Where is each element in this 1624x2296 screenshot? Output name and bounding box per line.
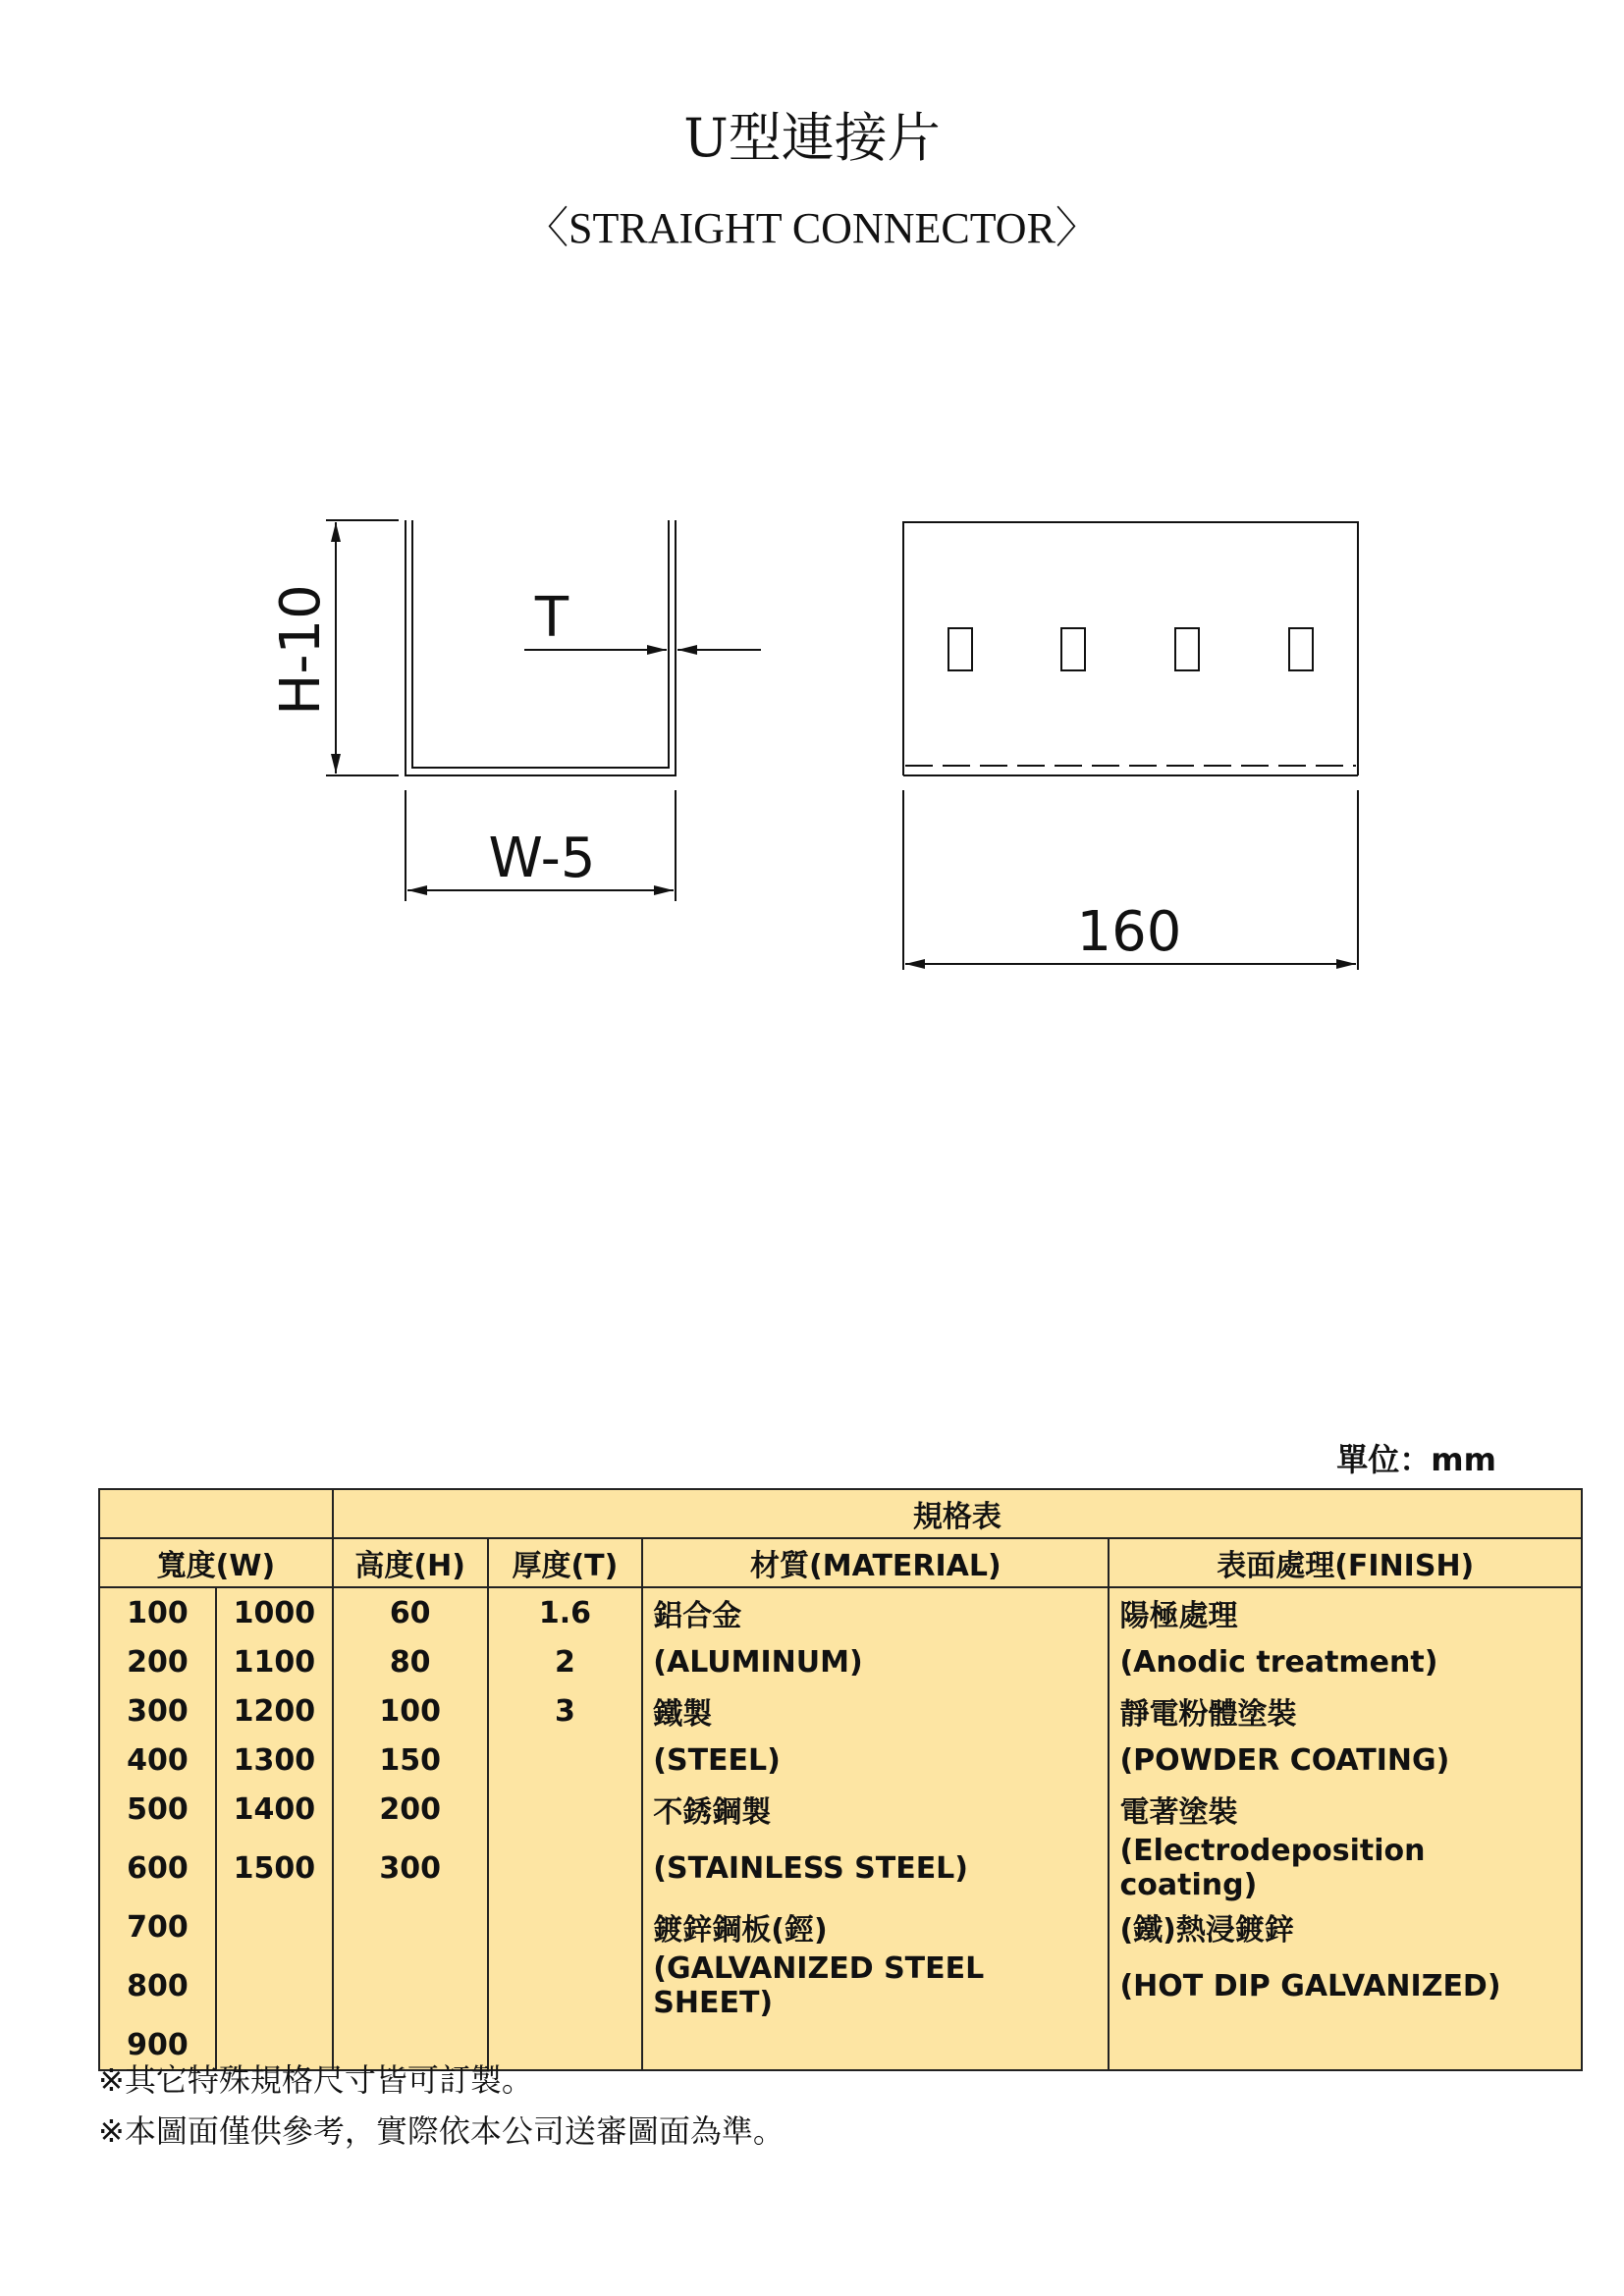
- cell-width-b: [216, 1951, 333, 2020]
- cell-thickness: 1.6: [488, 1587, 643, 1637]
- height-dimension-label: H-10: [269, 584, 333, 716]
- cell-finish: 電著塗裝: [1109, 1785, 1582, 1834]
- cell-width-a: 100: [99, 1587, 216, 1637]
- cell-width-b: 1000: [216, 1587, 333, 1637]
- cell-material: 鋁合金: [642, 1587, 1109, 1637]
- cell-height: 100: [333, 1686, 488, 1735]
- cell-height: 80: [333, 1637, 488, 1686]
- spec-table-header-row: [99, 1538, 1582, 1587]
- cell-finish: [1109, 2020, 1582, 2070]
- cell-width-b: 1500: [216, 1834, 333, 1902]
- table-row: [99, 1902, 1582, 1951]
- cell-width-a: 600: [99, 1834, 216, 1902]
- header-material: 材質(MATERIAL): [642, 1538, 1109, 1587]
- table-row: [99, 1637, 1582, 1686]
- note-custom-specs: ※其它特殊規格尺寸皆可訂製。: [98, 2061, 533, 2099]
- table-row: [99, 1951, 1582, 2020]
- cell-thickness: 2: [488, 1637, 643, 1686]
- cell-thickness: [488, 1902, 643, 1951]
- width-dimension-label: W-5: [488, 827, 596, 890]
- cell-finish: 靜電粉體塗裝: [1109, 1686, 1582, 1735]
- page-title: U型連接片: [683, 107, 941, 169]
- height-dimension: [326, 520, 399, 775]
- cell-material: (STAINLESS STEEL): [642, 1834, 1109, 1902]
- cell-material: (STEEL): [642, 1735, 1109, 1785]
- thickness-dimension-label: T: [534, 586, 569, 650]
- cell-finish: (POWDER COATING): [1109, 1735, 1582, 1785]
- cell-thickness: [488, 1785, 643, 1834]
- side-view: [903, 522, 1358, 775]
- cell-height: 150: [333, 1735, 488, 1785]
- table-row: [99, 1834, 1582, 1902]
- cell-finish: (Anodic treatment): [1109, 1637, 1582, 1686]
- spec-table-blank-cell: [99, 1489, 333, 1538]
- cell-width-a: 800: [99, 1951, 216, 2020]
- cell-width-a: 400: [99, 1735, 216, 1785]
- cell-finish: (鐵)熱浸鍍鋅: [1109, 1902, 1582, 1951]
- cell-height: 60: [333, 1587, 488, 1637]
- spec-table: [98, 1488, 1583, 2071]
- cell-width-b: [216, 1902, 333, 1951]
- cell-thickness: [488, 1735, 643, 1785]
- cell-finish: 陽極處理: [1109, 1587, 1582, 1637]
- note-reference-only: ※本圖面僅供參考，實際依本公司送審圖面為準。: [98, 2112, 785, 2150]
- cell-width-a: 300: [99, 1686, 216, 1735]
- header-thickness: 厚度(T): [488, 1538, 643, 1587]
- page-subtitle: 〈STRAIGHT CONNECTOR〉: [525, 204, 1099, 252]
- cell-width-b: 1200: [216, 1686, 333, 1735]
- unit-label: 單位：mm: [1336, 1441, 1496, 1478]
- cell-width-a: 200: [99, 1637, 216, 1686]
- cell-thickness: [488, 1951, 643, 2020]
- cell-thickness: [488, 1834, 643, 1902]
- cell-width-b: 1400: [216, 1785, 333, 1834]
- table-row: [99, 1785, 1582, 1834]
- cell-width-a: 700: [99, 1902, 216, 1951]
- cell-material: (GALVANIZED STEEL SHEET): [642, 1951, 1109, 2020]
- spec-table-group-row: [99, 1489, 1582, 1538]
- header-finish: 表面處理(FINISH): [1109, 1538, 1582, 1587]
- header-width: 寬度(W): [99, 1538, 333, 1587]
- cell-width-b: 1300: [216, 1735, 333, 1785]
- table-row: [99, 1686, 1582, 1735]
- cell-height: 300: [333, 1834, 488, 1902]
- cell-height: 200: [333, 1785, 488, 1834]
- cell-width-a: 900: [99, 2020, 216, 2070]
- cell-finish: (Electrodeposition coating): [1109, 1834, 1582, 1902]
- table-row: [99, 1587, 1582, 1637]
- technical-drawing: [0, 0, 1624, 1080]
- cell-thickness: 3: [488, 1686, 643, 1735]
- cell-material: 鐵製: [642, 1686, 1109, 1735]
- table-row: [99, 1735, 1582, 1785]
- cell-width-a: 500: [99, 1785, 216, 1834]
- length-dimension-label: 160: [1076, 900, 1182, 964]
- spec-table-group-header: 規格表: [333, 1489, 1582, 1538]
- cell-material: [642, 2020, 1109, 2070]
- cell-material: 鍍鋅鋼板(鋞): [642, 1902, 1109, 1951]
- cell-material: (ALUMINUM): [642, 1637, 1109, 1686]
- cell-finish: (HOT DIP GALVANIZED): [1109, 1951, 1582, 2020]
- cell-height: [333, 1902, 488, 1951]
- cell-width-b: 1100: [216, 1637, 333, 1686]
- header-height: 高度(H): [333, 1538, 488, 1587]
- cell-material: 不銹鋼製: [642, 1785, 1109, 1834]
- cell-height: [333, 1951, 488, 2020]
